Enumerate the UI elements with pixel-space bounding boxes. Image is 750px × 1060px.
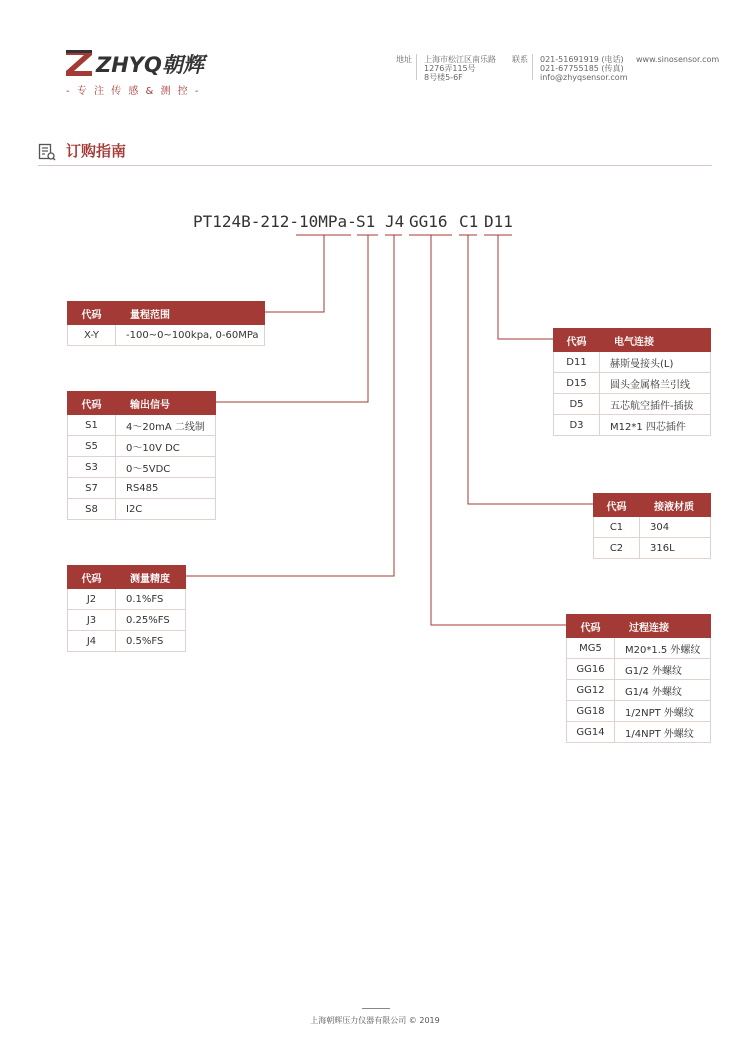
table-row [594,538,711,559]
model-code-electrical: D11 [484,212,513,231]
table-row [68,415,216,436]
model-code-process: GG16 [409,212,448,231]
table-cell: M20*1.5 外螺纹 [615,638,711,659]
table-header: 接液材质 [640,494,711,517]
table-cell: MG5 [567,638,615,659]
table-row [554,415,711,436]
contact-line: 021-67755185 (传真) [540,64,624,73]
table-cell: 304 [640,517,711,538]
table-row [68,457,216,478]
electrical-table [553,328,711,436]
website: www.sinosensor.com [636,55,720,64]
table-row [554,394,711,415]
contact-label: 联系 [512,55,528,64]
table-cell: GG18 [567,701,615,722]
table-row [68,499,216,520]
table-cell: GG16 [567,659,615,680]
table-row [567,680,711,701]
table-header: 测量精度 [116,566,186,589]
table-cell: G1/4 外螺纹 [615,680,711,701]
model-code-base: PT124B-212-10MPa- [193,212,357,231]
model-code-material: C1 [459,212,479,231]
range-table [67,301,265,346]
table-row [68,436,216,457]
table-cell: S3 [68,457,116,478]
table-cell: 1/2NPT 外螺纹 [615,701,711,722]
section-title: 订购指南 [66,142,127,160]
table-cell: 赫斯曼接头(L) [600,352,711,373]
table-row [68,631,186,652]
table-header: 量程范围 [116,302,265,325]
table-cell: 0～5VDC [116,457,216,478]
table-header: 代码 [68,302,116,325]
address-line: 上海市松江区南乐路 [424,55,496,64]
process-table [566,614,711,743]
table-cell: D5 [554,394,600,415]
table-cell: -100~0~100kpa, 0-60MPa [116,325,265,346]
slogan: - 专 注 传 感 & 测 控 - [66,86,201,97]
table-header: 代码 [68,566,116,589]
table-row [594,517,711,538]
table-cell: X-Y [68,325,116,346]
table-cell: C2 [594,538,640,559]
table-cell: J4 [68,631,116,652]
table-row [567,722,711,743]
table-row [68,610,186,631]
table-row [68,325,265,346]
contact-line: 021-51691919 (电话) [540,55,624,64]
table-cell: J2 [68,589,116,610]
table-cell: 0～10V DC [116,436,216,457]
table-header: 输出信号 [116,392,216,415]
table-header: 代码 [554,329,600,352]
table-header: 电气连接 [600,329,711,352]
table-row [567,638,711,659]
table-header: 过程连接 [615,615,711,638]
model-code-accuracy: J4 [385,212,405,231]
table-cell: J3 [68,610,116,631]
logo-text: ZHYQ朝辉 [96,53,204,77]
table-cell: S1 [68,415,116,436]
table-cell: GG14 [567,722,615,743]
table-cell: G1/2 外螺纹 [615,659,711,680]
table-header: 代码 [594,494,640,517]
footer-text: 上海朝辉压力仪器有限公司 © 2019 [310,1016,440,1025]
table-cell: RS485 [116,478,216,499]
table-cell: S7 [68,478,116,499]
table-row [68,478,216,499]
table-row [68,589,186,610]
address-line: 8号楼5-6F [424,73,463,82]
table-header: 代码 [567,615,615,638]
table-cell: D3 [554,415,600,436]
table-cell: 0.25%FS [116,610,186,631]
table-cell: D11 [554,352,600,373]
table-cell: 五芯航空插件-插拔 [600,394,711,415]
output-table [67,391,216,520]
table-cell: GG12 [567,680,615,701]
table-row [554,352,711,373]
table-row [567,659,711,680]
contact-line: info@zhyqsensor.com [540,73,628,82]
table-row [554,373,711,394]
table-header: 代码 [68,392,116,415]
accuracy-table [67,565,186,652]
table-cell: S8 [68,499,116,520]
table-cell: 0.1%FS [116,589,186,610]
table-cell: C1 [594,517,640,538]
footer-divider [362,1008,390,1009]
table-row [567,701,711,722]
material-table [593,493,711,559]
table-cell: 316L [640,538,711,559]
table-cell: 4～20mA 二线制 [116,415,216,436]
table-cell: M12*1 四芯插件 [600,415,711,436]
address-label: 地址 [396,55,412,64]
table-cell: D15 [554,373,600,394]
table-cell: 圆头金属格兰引线 [600,373,711,394]
table-cell: 1/4NPT 外螺纹 [615,722,711,743]
address-line: 1276弄115号 [424,64,476,73]
table-cell: S5 [68,436,116,457]
model-code-output: S1 [356,212,376,231]
table-cell: I2C [116,499,216,520]
table-cell: 0.5%FS [116,631,186,652]
